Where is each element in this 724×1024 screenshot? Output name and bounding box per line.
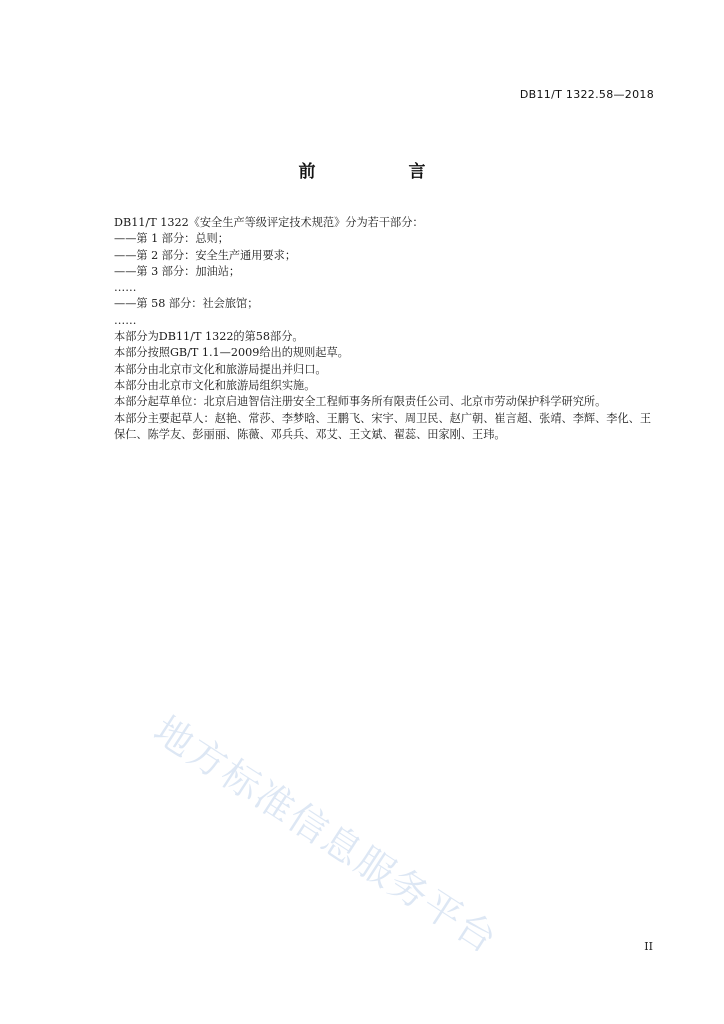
paragraph-line: DB11/T 1322《安全生产等级评定技术规范》分为若干部分： — [114, 216, 424, 229]
page-title: 前 言 — [298, 162, 464, 182]
paragraph-line: 本部分按照GB/T 1.1—2009给出的规则起草。 — [114, 346, 349, 360]
paragraph-line: 本部分为DB11/T 1322的第58部分。 — [114, 330, 304, 344]
paragraph-line: …… — [114, 281, 137, 295]
paragraph-line: ——第 3 部分：加油站； — [114, 264, 241, 278]
paragraph-line: 本部分由北京市文化和旅游局组织实施。 — [114, 378, 316, 392]
standard-code: DB11/T 1322.58—2018 — [519, 88, 654, 101]
paragraph-line: 本部分由北京市文化和旅游局提出并归口。 — [114, 362, 327, 376]
paragraph-line: 本部分起草单位：北京启迪智信注册安全工程师事务所有限责任公司、北京市劳动保护科学研究所。 — [114, 395, 607, 409]
paragraph-line: ——第 1 部分：总则； — [114, 232, 229, 246]
foreword-body — [88, 215, 660, 443]
paragraph-line: ——第 2 部分：安全生产通用要求； — [114, 248, 297, 262]
watermark: 地方标准信息服务平台 — [146, 707, 506, 963]
paragraph-line: 本部分主要起草人：赵艳、常莎、李梦晗、王鹏飞、宋宇、周卫民、赵广朝、崔言超、张靖、李辉、李化、王保仁、陈学友、彭丽丽、陈薇、邓兵兵、邓艾、王文斌、翟蕊、田家刚、王玮。 — [114, 411, 652, 441]
page-number: II — [644, 940, 653, 953]
paragraph-line: ——第 58 部分：社会旅馆； — [114, 297, 259, 311]
paragraph-line: …… — [114, 313, 137, 327]
